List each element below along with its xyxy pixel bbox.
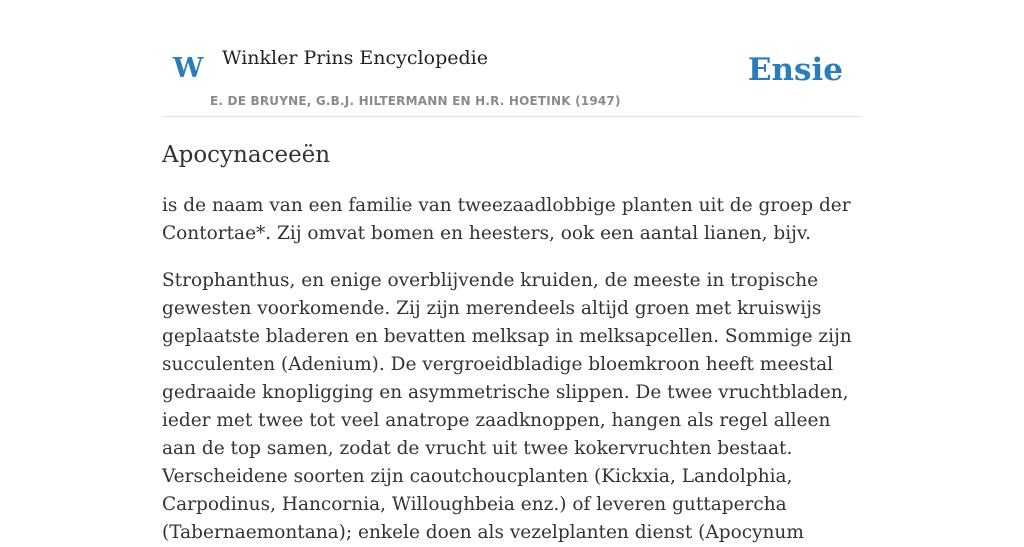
article-title: Apocynaceeën bbox=[162, 142, 331, 168]
article-paragraph-1: is de naam van een familie van tweezaadlobbige planten uit de groep der Contortae*. Zij omvat bomen en heesters, ook een aantal lianen, bijv. bbox=[162, 195, 851, 244]
ensie-logo[interactable]: Ensie bbox=[747, 52, 843, 88]
winkler-prins-logo[interactable]: W bbox=[173, 53, 204, 84]
authors-byline: E. DE BRUYNE, G.B.J. HILTERMANN EN H.R. HOETINK (1947) bbox=[210, 94, 621, 108]
article-paragraph-2: Strophanthus, en enige overblijvende kruiden, de meeste in tropische gewesten voorkomende. Zij zijn merendeels altijd groen met kruiswijs geplaatste bladeren en bevatten melksap in melksapcellen. Sommige zijn succulenten (Adenium). De vergroeidbladige bloemkroon heeft meestal gedraaide knopligging en asymmetrische slippen. De twee vruchtbladen, ieder met twee tot veel anatrope zaadknoppen, hangen als regel alleen aan de top samen, zodat de vrucht uit twee kokervruchten bestaat. Verscheidene soorten zijn caoutchoucplanten (Kickxia, Landolphia, Carpodinus, Hancornia, Willoughbeia enz.) of leveren guttapercha (Tabernaemontana); enkele doen als vezelplanten dienst (Apocynum bbox=[162, 270, 852, 543]
site-header bbox=[162, 0, 862, 117]
page bbox=[162, 0, 862, 543]
encyclopedia-title[interactable]: Winkler Prins Encyclopedie bbox=[222, 47, 488, 69]
